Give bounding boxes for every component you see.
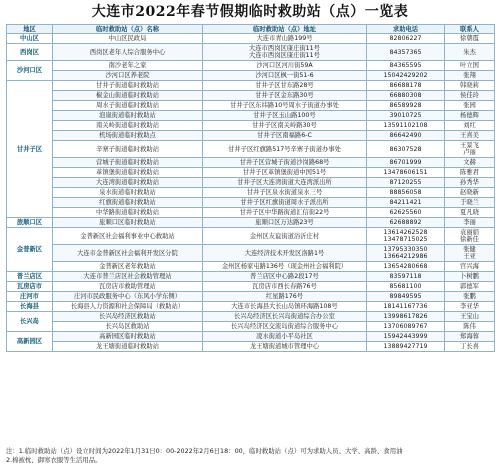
document-title: 大连市2022年春节假期临时救助站（点）一览表 [91,4,409,20]
table-row [7,101,495,111]
footnote-line-1: 注：1.临时救助站（点）设立时间为2022年1月31日0：00-2022年2月6日18：00，临时救助站（点）可为求助人员、大学、高龄、食用油 [6,447,403,455]
cell-station-address: 长兴岛经济区长兴岛街道综合办公室 [203,312,367,322]
cell-station-address: 甘井子区玉山路100号 [203,111,367,121]
cell-station-name: 西岗区老年人综合服务中心 [53,44,203,61]
cell-contact: 王喜美 [445,131,495,141]
cell-phone: 18141167736 [367,302,445,312]
cell-contact: 张园 [445,101,495,111]
cell-station-address: 大连市青山路199号 [203,34,367,44]
relief-station-table [6,24,495,352]
cell-station-name: 大连市普兰店区社会救助管理站 [53,272,203,282]
cell-contact: 张翔 [445,71,495,81]
col-station-name: 临时救助站（点）名称 [53,25,203,34]
cell-contact: 丁长喜 [445,342,495,352]
cell-station-name: 金普新区社会福利事业中心救助站 [53,228,203,245]
cell-station-name: 泉水街道临时救助站 [53,188,203,198]
cell-contact: 刘红 [445,121,495,131]
cell-station-name: 周水子街道临时救助站 [53,101,203,111]
col-district: 地区 [7,25,53,34]
cell-contact: 叶立国 [445,61,495,71]
cell-district: 长海县 [7,302,53,312]
cell-station-address: 甘井子区红旗路517号辛寨子街道办事处 [203,141,367,158]
cell-station-address: 甘井子区中华路街道汇信街22号 [203,208,367,218]
cell-phone: 13795330350 13664212986 [367,245,445,262]
table-row [7,178,495,188]
table-header-row [7,25,495,34]
cell-phone: 13478606151 [367,168,445,178]
cell-station-name: 革镇堡街道临时救助站 [53,168,203,178]
cell-district: 中山区 [7,34,53,44]
cell-station-name: 中华路街道临时救助站 [53,208,203,218]
cell-phone: 86642490 [367,131,445,141]
cell-district: 长兴岛 [7,312,53,332]
col-station-address: 临时救助站（点）地址 [203,25,367,34]
cell-station-name: 大连湾街道临时救助站 [53,178,203,188]
table-row [7,245,495,262]
table-row [7,332,495,342]
cell-phone: 83597118 [367,272,445,282]
table-row [7,262,495,272]
cell-district: 西岗区 [7,44,53,61]
cell-contact: 杨德辉 [445,111,495,121]
cell-station-name: 金普新区老年救助站 [53,262,203,272]
cell-station-name: 泡崖街道临时救助站 [53,111,203,121]
table-row [7,111,495,121]
cell-station-address: 大连市长海县大长山岛镇环海路108号 [203,302,367,312]
cell-station-name: 瓦房店市救助管理站 [53,282,203,292]
cell-phone: 86589928 [367,101,445,111]
cell-station-address: 甘井子区东纬路10号周水子街道办事处 [203,101,367,111]
cell-contact: 朱杰 [445,44,495,61]
cell-phone: 13889427719 [367,342,445,352]
cell-phone: 39010725 [367,111,445,121]
cell-district: 庄河市 [7,292,53,302]
cell-district: 瓦房店市 [7,282,53,292]
col-phone: 求助电话 [367,25,445,34]
cell-station-name: 旅顺口区临时救助站 [53,218,203,228]
table-row [7,71,495,81]
cell-station-address: 金州区友谊街道浴沂庄村 [203,228,367,245]
table-row [7,61,495,71]
table-row [7,121,495,131]
cell-district: 沙河口区 [7,61,53,81]
table-row [7,292,495,302]
cell-station-name: 辛寨子街道临时救助站 [53,141,203,158]
cell-station-name: 甘井子街道临时救助站 [53,81,203,91]
cell-phone: 89849595 [367,292,445,302]
cell-station-address: 旅顺口区万达路23号 [203,218,367,228]
cell-district: 金普新区 [7,228,53,272]
cell-contact: 陈伟 [445,322,495,332]
cell-phone: 66880308 [367,91,445,101]
cell-station-name: 长兴岛区救助站 [53,322,203,332]
cell-phone: 13998617826 [367,312,445,322]
cell-contact: 孙秀华 [445,178,495,188]
cell-station-name: 南关岭街道临时救助站 [53,121,203,131]
cell-station-address: 甘井子区南关岭路30号 [203,121,367,131]
cell-phone: 15042429202 [367,71,445,81]
cell-station-address: 甘井子区营城子街道沙岗路68号 [203,158,367,168]
table-row [7,158,495,168]
cell-station-address: 沙河口区枫一街51-6 [203,71,367,81]
cell-phone: 15942443999 [367,332,445,342]
table-row [7,141,495,158]
cell-phone: 13614262528 13478715025 [367,228,445,245]
cell-station-address: 大连市西岗区康庄街11号 大连市西岗区康庄街11号 [203,44,367,61]
cell-district: 普兰店区 [7,272,53,282]
cell-phone: 13654280668 [367,262,445,272]
cell-contact: 王宝山 [445,312,495,322]
cell-phone: 85681100 [367,282,445,292]
cell-phone: 88856058 [367,188,445,198]
cell-contact: 徐朝霞 [445,34,495,44]
cell-district: 甘井子区 [7,81,53,218]
table-row [7,44,495,61]
cell-phone: 62625560 [367,208,445,218]
table-row [7,188,495,198]
table-row [7,81,495,91]
table-row [7,272,495,282]
cell-contact: 郭德军 [445,282,495,292]
table-row [7,218,495,228]
cell-contact: 陈雅君 [445,168,495,178]
cell-station-name: 庄河市民政服务中心（东风小学东侧） [53,292,203,302]
cell-phone: 86701999 [367,158,445,168]
col-contact: 联系人 [445,25,495,34]
cell-station-address: 沙河口区河川街59A [203,61,367,71]
cell-phone: 82806227 [367,34,445,44]
footnote-line-2: 2.棉被枕、御寒衣服等生活用品。 [6,456,102,464]
cell-station-name: 南沙老年之家 [53,61,203,71]
cell-contact: 袁丽娟 徐新佳 [445,228,495,245]
cell-station-name: 营城子街道临时救助站 [53,158,203,168]
cell-contact: 李丽 [445,218,495,228]
table-row [7,91,495,101]
cell-phone: 13591102108 [367,121,445,131]
table-row [7,302,495,312]
cell-station-name: 椒金山街道临时救助站 [53,91,203,101]
footnote [6,447,494,465]
cell-phone: 86688178 [367,81,445,91]
cell-station-name: 高新园区临时救助站 [53,332,203,342]
cell-station-address: 瓦房店市西长春路76号 [203,282,367,292]
cell-phone: 84357365 [367,44,445,61]
cell-contact: 于晓兰 [445,198,495,208]
table-row [7,228,495,245]
table-row [7,198,495,208]
cell-station-address: 甘井子区大连湾街道大连湾派出所 [203,178,367,188]
cell-contact: 张健 王亚 [445,245,495,262]
cell-station-address: 长兴岛经济区交流岛街道综合服务中心 [203,322,367,332]
cell-contact: 张鹏 [445,292,495,302]
cell-contact: 王景飞 卢丽 [445,141,495,158]
cell-station-address: 金州区杨家屯路136号（现金州社会福利院） [203,262,367,272]
cell-station-address: 大连经济技术开发区洛路1号 [203,245,367,262]
table-row [7,208,495,218]
cell-station-name: 红旗街道临时救助站 [53,198,203,208]
cell-station-address: 甘井子区红旗街道周水子派出所 [203,198,367,208]
cell-station-name: 长海县人力资源和社会保障局（救助站） [53,302,203,312]
cell-station-address: 甘井子区金东路30号 [203,91,367,101]
cell-station-address: 甘井子区南福路6-C [203,131,367,141]
cell-station-name: 沙河口区养老院 [53,71,203,81]
table-row [7,34,495,44]
cell-district: 旅顺口区 [7,218,53,228]
cell-station-address: 红星路176号 [203,292,367,302]
table-row [7,282,495,292]
cell-contact: 韩晓莉 [445,81,495,91]
cell-station-name: 大连市金普新区社会福利开发区分院 [53,245,203,262]
cell-contact: 卜树鹏 [445,272,495,282]
cell-station-name: 机场街道临时救助点 [53,131,203,141]
table-row [7,168,495,178]
cell-station-address: 甘井子区甘东路28号 [203,81,367,91]
cell-station-address: 甘井子区革镇堡街道中国51号 [203,168,367,178]
table-row [7,322,495,332]
cell-station-name: 龙王塘街道临时救助站 [53,342,203,352]
cell-station-name: 长兴岛经济区救助站 [53,312,203,322]
cell-contact: 李亚华 [445,302,495,312]
cell-contact: 赵晓新 [445,188,495,198]
cell-station-address: 凌水街道小平岛社区 [203,332,367,342]
cell-station-name: 中山区民政局 [53,34,203,44]
cell-station-address: 龙王塘街道城市管理中心 [203,342,367,352]
cell-contact: 夏凡晓 [445,208,495,218]
cell-district: 高新园区 [7,332,53,352]
cell-phone: 84211421 [367,198,445,208]
cell-phone: 62688892 [367,218,445,228]
cell-phone: 86307528 [367,141,445,158]
cell-phone: 13706089767 [367,322,445,332]
table-row [7,312,495,322]
cell-contact: 郑海蓉 [445,332,495,342]
cell-station-address: 甘井子区泉水街道泉水三号 [203,188,367,198]
cell-contact: 侯佳玲 [445,91,495,101]
cell-contact: 文赫 [445,158,495,168]
cell-phone: 84365595 [367,61,445,71]
cell-station-address: 普兰店区中心路2段17号 [203,272,367,282]
cell-phone: 87120255 [367,178,445,188]
table-row [7,342,495,352]
cell-contact: 官兴海 [445,262,495,272]
table-row [7,131,495,141]
